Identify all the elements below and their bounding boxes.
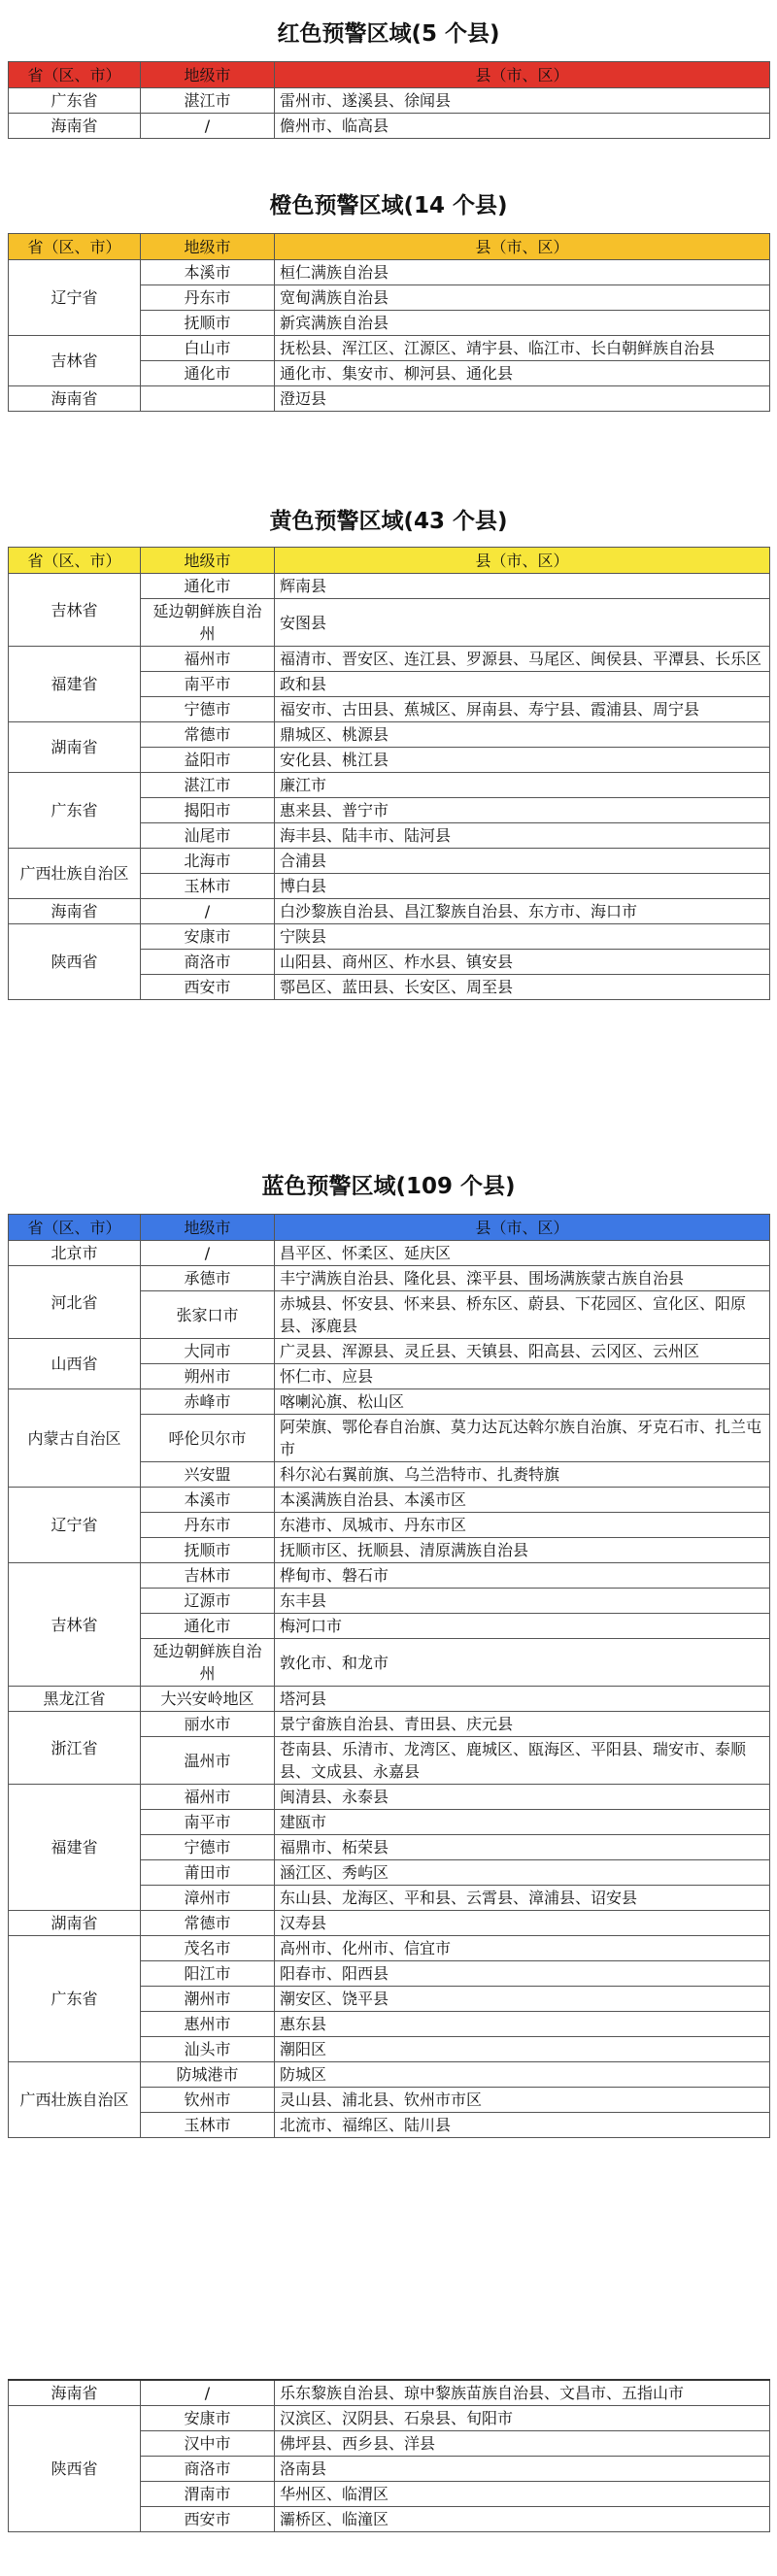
county-cell: 抚顺市区、抚顺县、清原满族自治县 (275, 1538, 770, 1563)
county-cell: 景宁畲族自治县、青田县、庆元县 (275, 1712, 770, 1737)
header-province: 省（区、市） (9, 548, 141, 574)
county-cell: 潮阳区 (275, 2037, 770, 2062)
header-city: 地级市 (141, 62, 275, 88)
orange-section-title: 橙色预警区域(14 个县) (269, 193, 508, 218)
province-cell: 福建省 (9, 1785, 141, 1911)
table-row (9, 899, 770, 924)
province-cell: 广东省 (9, 773, 141, 849)
county-cell: 汉滨区、汉阴县、石泉县、旬阳市 (275, 2406, 770, 2431)
county-cell: 抚松县、浑江区、江源区、靖宇县、临江市、长白朝鲜族自治县 (275, 336, 770, 361)
city-cell: 本溪市 (141, 260, 275, 285)
city-cell (141, 386, 275, 412)
county-cell: 福鼎市、柘荣县 (275, 1835, 770, 1860)
county-cell: 安化县、桃江县 (275, 748, 770, 773)
county-cell: 佛坪县、西乡县、洋县 (275, 2431, 770, 2457)
header-county: 县（市、区） (275, 62, 770, 88)
city-cell: 湛江市 (141, 88, 275, 114)
province-cell: 广东省 (9, 1936, 141, 2062)
city-cell: 揭阳市 (141, 798, 275, 823)
county-cell: 喀喇沁旗、松山区 (275, 1389, 770, 1415)
city-cell: 通化市 (141, 361, 275, 386)
city-cell: 商洛市 (141, 2457, 275, 2482)
province-cell: 广东省 (9, 88, 141, 114)
county-cell: 灞桥区、临潼区 (275, 2507, 770, 2532)
county-cell: 敦化市、和龙市 (275, 1639, 770, 1687)
province-cell: 辽宁省 (9, 260, 141, 336)
county-cell: 通化市、集安市、柳河县、通化县 (275, 361, 770, 386)
city-cell: 丹东市 (141, 285, 275, 311)
county-cell: 辉南县 (275, 574, 770, 599)
county-cell: 政和县 (275, 672, 770, 697)
county-cell: 洛南县 (275, 2457, 770, 2482)
province-cell: 广西壮族自治区 (9, 2062, 141, 2138)
county-cell: 本溪满族自治县、本溪市区 (275, 1488, 770, 1513)
city-cell: 宁德市 (141, 697, 275, 722)
table-row (9, 1563, 770, 1589)
table-row (9, 1936, 770, 1961)
county-cell: 塔河县 (275, 1687, 770, 1712)
city-cell: 抚顺市 (141, 311, 275, 336)
header-county: 县（市、区） (275, 1215, 770, 1241)
table-row (9, 1911, 770, 1936)
county-cell: 福清市、晋安区、连江县、罗源县、马尾区、闽侯县、平潭县、长乐区 (275, 647, 770, 672)
header-province: 省（区、市） (9, 1215, 141, 1241)
county-cell: 建瓯市 (275, 1810, 770, 1835)
province-cell: 福建省 (9, 647, 141, 722)
city-cell: 南平市 (141, 672, 275, 697)
city-cell: 福州市 (141, 647, 275, 672)
city-cell: 延边朝鲜族自治州 (141, 599, 275, 647)
city-cell: 莆田市 (141, 1860, 275, 1886)
province-cell: 湖南省 (9, 1911, 141, 1936)
county-cell: 惠东县 (275, 2012, 770, 2037)
county-cell: 雷州市、遂溪县、徐闻县 (275, 88, 770, 114)
county-cell: 儋州市、临高县 (275, 114, 770, 139)
city-cell: 钦州市 (141, 2088, 275, 2113)
table-row (9, 1712, 770, 1737)
county-cell: 苍南县、乐清市、龙湾区、鹿城区、瓯海区、平阳县、瑞安市、泰顺县、文成县、永嘉县 (275, 1737, 770, 1785)
city-cell: 湛江市 (141, 773, 275, 798)
city-cell: 承德市 (141, 1266, 275, 1291)
header-city: 地级市 (141, 548, 275, 574)
county-cell: 东丰县 (275, 1589, 770, 1614)
city-cell: 汕头市 (141, 2037, 275, 2062)
yellow-warning-table (8, 547, 770, 1000)
province-cell: 山西省 (9, 1339, 141, 1389)
city-cell: 张家口市 (141, 1291, 275, 1339)
city-cell: 防城港市 (141, 2062, 275, 2088)
city-cell: 呼伦贝尔市 (141, 1415, 275, 1462)
red-section-title: 红色预警区域(5 个县) (277, 21, 500, 47)
province-cell: 浙江省 (9, 1712, 141, 1785)
city-cell: 朔州市 (141, 1364, 275, 1389)
county-cell: 桓仁满族自治县 (275, 260, 770, 285)
city-cell: 大兴安岭地区 (141, 1687, 275, 1712)
orange-warning-table (8, 233, 770, 412)
blue-section-title: 蓝色预警区域(109 个县) (261, 1174, 516, 1199)
county-cell: 东山县、龙海区、平和县、云霄县、漳浦县、诏安县 (275, 1886, 770, 1911)
county-cell: 博白县 (275, 874, 770, 899)
table-row (9, 260, 770, 285)
city-cell: 大同市 (141, 1339, 275, 1364)
blue-warning-table (8, 1214, 770, 2138)
county-cell: 宁陕县 (275, 924, 770, 950)
county-cell: 桦甸市、磐石市 (275, 1563, 770, 1589)
blue-warning-table-continued (8, 2379, 770, 2532)
city-cell: / (141, 2380, 275, 2406)
county-cell: 福安市、古田县、蕉城区、屏南县、寿宁县、霞浦县、周宁县 (275, 697, 770, 722)
province-cell: 辽宁省 (9, 1488, 141, 1563)
city-cell: 本溪市 (141, 1488, 275, 1513)
city-cell: 常德市 (141, 1911, 275, 1936)
county-cell: 鄠邑区、蓝田县、长安区、周至县 (275, 975, 770, 1000)
city-cell: 辽源市 (141, 1589, 275, 1614)
county-cell: 澄迈县 (275, 386, 770, 412)
county-cell: 梅河口市 (275, 1614, 770, 1639)
table-row (9, 2380, 770, 2406)
province-cell: 内蒙古自治区 (9, 1389, 141, 1488)
province-cell: 吉林省 (9, 574, 141, 647)
table-row (9, 722, 770, 748)
city-cell: 潮州市 (141, 1987, 275, 2012)
county-cell: 怀仁市、应县 (275, 1364, 770, 1389)
header-county: 县（市、区） (275, 234, 770, 260)
table-row (9, 2406, 770, 2431)
header-province: 省（区、市） (9, 62, 141, 88)
county-cell: 惠来县、普宁市 (275, 798, 770, 823)
city-cell: / (141, 1241, 275, 1266)
city-cell: 兴安盟 (141, 1462, 275, 1488)
city-cell: 丹东市 (141, 1513, 275, 1538)
county-cell: 广灵县、浑源县、灵丘县、天镇县、阳高县、云冈区、云州区 (275, 1339, 770, 1364)
red-warning-table (8, 61, 770, 139)
city-cell: 益阳市 (141, 748, 275, 773)
county-cell: 涵江区、秀屿区 (275, 1860, 770, 1886)
table-row (9, 1785, 770, 1810)
province-cell: 黑龙江省 (9, 1687, 141, 1712)
city-cell: 温州市 (141, 1737, 275, 1785)
county-cell: 潮安区、饶平县 (275, 1987, 770, 2012)
table-row (9, 1241, 770, 1266)
city-cell: 常德市 (141, 722, 275, 748)
county-cell: 东港市、凤城市、丹东市区 (275, 1513, 770, 1538)
county-cell: 新宾满族自治县 (275, 311, 770, 336)
city-cell: 北海市 (141, 849, 275, 874)
province-cell: 河北省 (9, 1266, 141, 1339)
table-row (9, 849, 770, 874)
county-cell: 闽清县、永泰县 (275, 1785, 770, 1810)
city-cell: 延边朝鲜族自治州 (141, 1639, 275, 1687)
city-cell: 通化市 (141, 1614, 275, 1639)
table-row (9, 773, 770, 798)
city-cell: 抚顺市 (141, 1538, 275, 1563)
table-row (9, 924, 770, 950)
city-cell: 吉林市 (141, 1563, 275, 1589)
city-cell: 西安市 (141, 975, 275, 1000)
county-cell: 高州市、化州市、信宜市 (275, 1936, 770, 1961)
county-cell: 山阳县、商州区、柞水县、镇安县 (275, 950, 770, 975)
province-cell: 海南省 (9, 114, 141, 139)
table-row (9, 647, 770, 672)
city-cell: 茂名市 (141, 1936, 275, 1961)
county-cell: 北流市、福绵区、陆川县 (275, 2113, 770, 2138)
province-cell: 吉林省 (9, 336, 141, 386)
table-row (9, 386, 770, 412)
province-cell: 陕西省 (9, 924, 141, 1000)
province-cell: 吉林省 (9, 1563, 141, 1687)
table-header (9, 1215, 770, 1241)
province-cell: 北京市 (9, 1241, 141, 1266)
city-cell: / (141, 114, 275, 139)
table-row (9, 1488, 770, 1513)
county-cell: 海丰县、陆丰市、陆河县 (275, 823, 770, 849)
county-cell: 阳春市、阳西县 (275, 1961, 770, 1987)
county-cell: 安图县 (275, 599, 770, 647)
city-cell: 安康市 (141, 924, 275, 950)
province-cell: 海南省 (9, 899, 141, 924)
county-cell: 赤城县、怀安县、怀来县、桥东区、蔚县、下花园区、宣化区、阳原县、涿鹿县 (275, 1291, 770, 1339)
city-cell: 丽水市 (141, 1712, 275, 1737)
header-city: 地级市 (141, 234, 275, 260)
header-province: 省（区、市） (9, 234, 141, 260)
table-header (9, 234, 770, 260)
county-cell: 白沙黎族自治县、昌江黎族自治县、东方市、海口市 (275, 899, 770, 924)
table-row (9, 114, 770, 139)
city-cell: 玉林市 (141, 2113, 275, 2138)
county-cell: 科尔沁右翼前旗、乌兰浩特市、扎赉特旗 (275, 1462, 770, 1488)
county-cell: 灵山县、浦北县、钦州市市区 (275, 2088, 770, 2113)
county-cell: 阿荣旗、鄂伦春自治旗、莫力达瓦达斡尔族自治旗、牙克石市、扎兰屯市 (275, 1415, 770, 1462)
city-cell: 安康市 (141, 2406, 275, 2431)
city-cell: 通化市 (141, 574, 275, 599)
table-row (9, 336, 770, 361)
table-row (9, 1389, 770, 1415)
table-row (9, 88, 770, 114)
table-row (9, 1266, 770, 1291)
header-city: 地级市 (141, 1215, 275, 1241)
table-header (9, 548, 770, 574)
city-cell: 汉中市 (141, 2431, 275, 2457)
city-cell: 白山市 (141, 336, 275, 361)
county-cell: 昌平区、怀柔区、延庆区 (275, 1241, 770, 1266)
table-row (9, 574, 770, 599)
table-row (9, 1687, 770, 1712)
province-cell: 广西壮族自治区 (9, 849, 141, 899)
county-cell: 华州区、临渭区 (275, 2482, 770, 2507)
city-cell: 汕尾市 (141, 823, 275, 849)
county-cell: 合浦县 (275, 849, 770, 874)
city-cell: 漳州市 (141, 1886, 275, 1911)
county-cell: 丰宁满族自治县、隆化县、滦平县、围场满族蒙古族自治县 (275, 1266, 770, 1291)
header-county: 县（市、区） (275, 548, 770, 574)
province-cell: 海南省 (9, 2380, 141, 2406)
city-cell: 西安市 (141, 2507, 275, 2532)
county-cell: 宽甸满族自治县 (275, 285, 770, 311)
province-cell: 海南省 (9, 386, 141, 412)
city-cell: 玉林市 (141, 874, 275, 899)
city-cell: 南平市 (141, 1810, 275, 1835)
yellow-section-title: 黄色预警区域(43 个县) (269, 509, 508, 534)
city-cell: 惠州市 (141, 2012, 275, 2037)
county-cell: 乐东黎族自治县、琼中黎族苗族自治县、文昌市、五指山市 (275, 2380, 770, 2406)
city-cell: 福州市 (141, 1785, 275, 1810)
city-cell: 赤峰市 (141, 1389, 275, 1415)
table-header (9, 62, 770, 88)
city-cell: 渭南市 (141, 2482, 275, 2507)
county-cell: 防城区 (275, 2062, 770, 2088)
city-cell: 阳江市 (141, 1961, 275, 1987)
city-cell: 商洛市 (141, 950, 275, 975)
table-row (9, 2062, 770, 2088)
county-cell: 汉寿县 (275, 1911, 770, 1936)
county-cell: 廉江市 (275, 773, 770, 798)
city-cell: 宁德市 (141, 1835, 275, 1860)
table-row (9, 1339, 770, 1364)
province-cell: 陕西省 (9, 2406, 141, 2532)
province-cell: 湖南省 (9, 722, 141, 773)
city-cell: / (141, 899, 275, 924)
county-cell: 鼎城区、桃源县 (275, 722, 770, 748)
